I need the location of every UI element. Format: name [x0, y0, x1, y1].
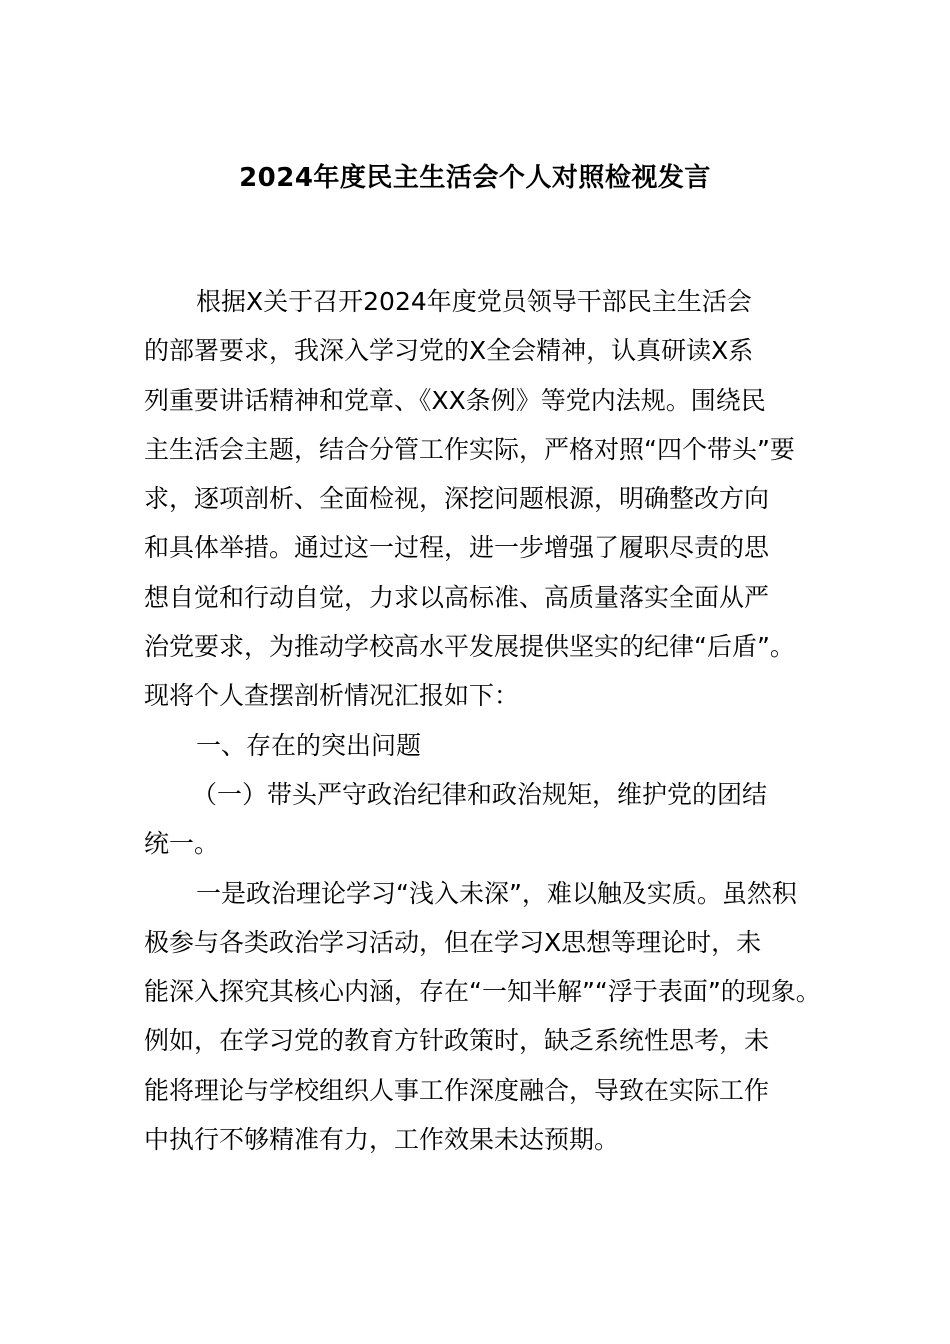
paragraph-line: 根据X关于召开2024年度党员领导干部民主生活会 — [196, 287, 752, 316]
paragraph-line: 能将理论与学校组织人事工作深度融合，导致在实际工作 — [144, 1075, 770, 1105]
paragraph-line: 主生活会主题，结合分管工作实际，严格对照“四个带头”要 — [144, 434, 795, 464]
paragraph-line: 想自觉和行动自觉，力求以高标准、高质量落实全面从严 — [144, 582, 770, 612]
paragraph-line: 能深入探究其核心内涵，存在“一知半解”“浮于表面”的现象。 — [144, 977, 821, 1007]
paragraph-line: 列重要讲话精神和党章、《XX条例》等党内法规。围绕民 — [144, 385, 766, 415]
document-body — [144, 277, 824, 1164]
paragraph-line: 现将个人查摆剖析情况汇报如下： — [144, 681, 520, 711]
subsection-heading: （一）带头严守政治纪律和政治规矩，维护党的团结 — [192, 779, 768, 809]
paragraph-line: 的部署要求，我深入学习党的X全会精神，认真研读X系 — [144, 336, 754, 366]
paragraph-line: 和具体举措。通过这一过程，进一步增强了履职尽责的思 — [144, 533, 770, 563]
paragraph-line: 治党要求，为推动学校高水平发展提供坚实的纪律“后盾”。 — [144, 632, 795, 662]
subsection-heading-continued: 统一。 — [144, 829, 220, 859]
paragraph-line: 求，逐项剖析、全面检视，深挖问题根源，明确整改方向 — [144, 484, 770, 514]
document-title: 2024年度民主生活会个人对照检视发言 — [239, 163, 711, 193]
paragraph-line: 中执行不够精准有力，工作效果未达预期。 — [144, 1125, 620, 1155]
section-heading: 一、存在的突出问题 — [196, 730, 422, 760]
paragraph-line: 例如，在学习党的教育方针政策时，缺乏系统性思考，未 — [144, 1026, 770, 1056]
paragraph-line: 一是政治理论学习“浅入未深”，难以触及实质。虽然积 — [196, 878, 797, 908]
paragraph-line: 极参与各类政治学习活动，但在学习X思想等理论时，未 — [144, 927, 762, 957]
